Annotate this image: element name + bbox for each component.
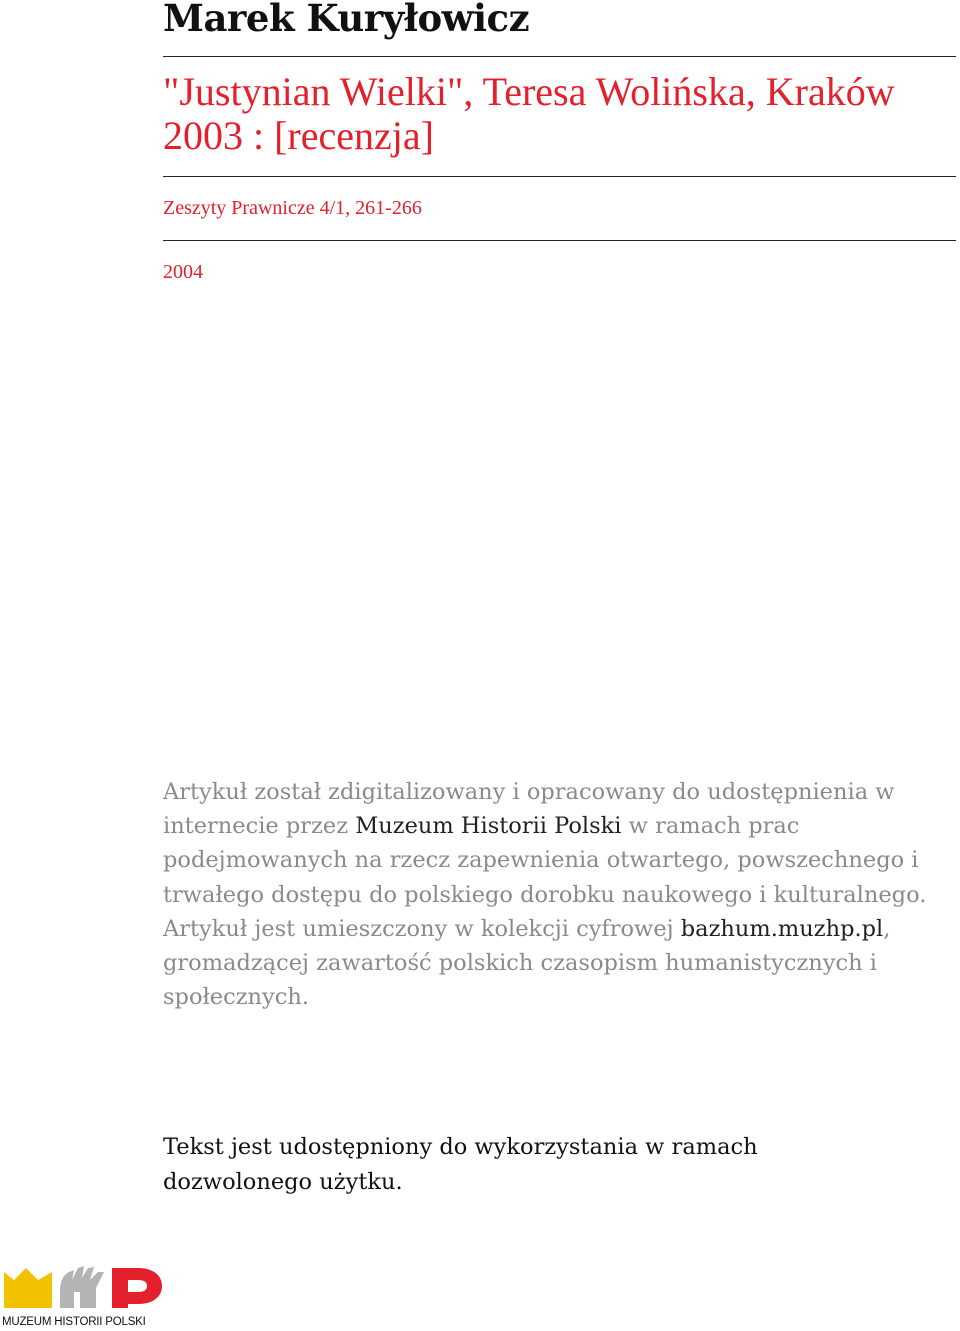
divider-top bbox=[163, 56, 956, 57]
author-name: Marek Kuryłowicz bbox=[163, 0, 530, 40]
source-citation: Zeszyty Prawnicze 4/1, 261-266 bbox=[163, 197, 422, 219]
publication-year: 2004 bbox=[163, 261, 203, 283]
logo-caption: MUZEUM HISTORII POLSKI bbox=[2, 1316, 146, 1328]
museum-logo-icon bbox=[2, 1262, 172, 1316]
site-link[interactable]: bazhum.muzhp.pl bbox=[680, 915, 884, 942]
logo-hands-icon bbox=[60, 1266, 104, 1308]
museum-name: Muzeum Historii Polski bbox=[355, 813, 622, 840]
digitization-notice bbox=[163, 775, 953, 1014]
museum-logo bbox=[2, 1262, 172, 1330]
logo-crown-icon bbox=[4, 1268, 52, 1308]
divider-bottom bbox=[163, 240, 956, 241]
logo-p-letter-icon bbox=[112, 1268, 162, 1308]
notice-text-1: Artykuł został zdigitalizowany i opracowany do udostępnienia w internecie przez bbox=[163, 779, 895, 840]
divider-middle bbox=[163, 176, 956, 177]
article-title: "Justynian Wielki", Teresa Wolińska, Kraków 2003 : [recenzja] bbox=[163, 69, 895, 158]
notice-text-3: , gromadzącej zawartość polskich czasopism humanistycznych i społecznych. bbox=[163, 915, 891, 1011]
notice-text-2: w ramach prac podejmowanych na rzecz zapewnienia otwartego, powszechnego i trwałego dostępu do polskiego dorobku naukowego i kulturalnego. Artykuł jest umieszczony w kolekcji cyfrowej bbox=[163, 813, 927, 942]
license-notice: Tekst jest udostępniony do wykorzystania w ramach dozwolonego użytku. bbox=[163, 1134, 758, 1195]
